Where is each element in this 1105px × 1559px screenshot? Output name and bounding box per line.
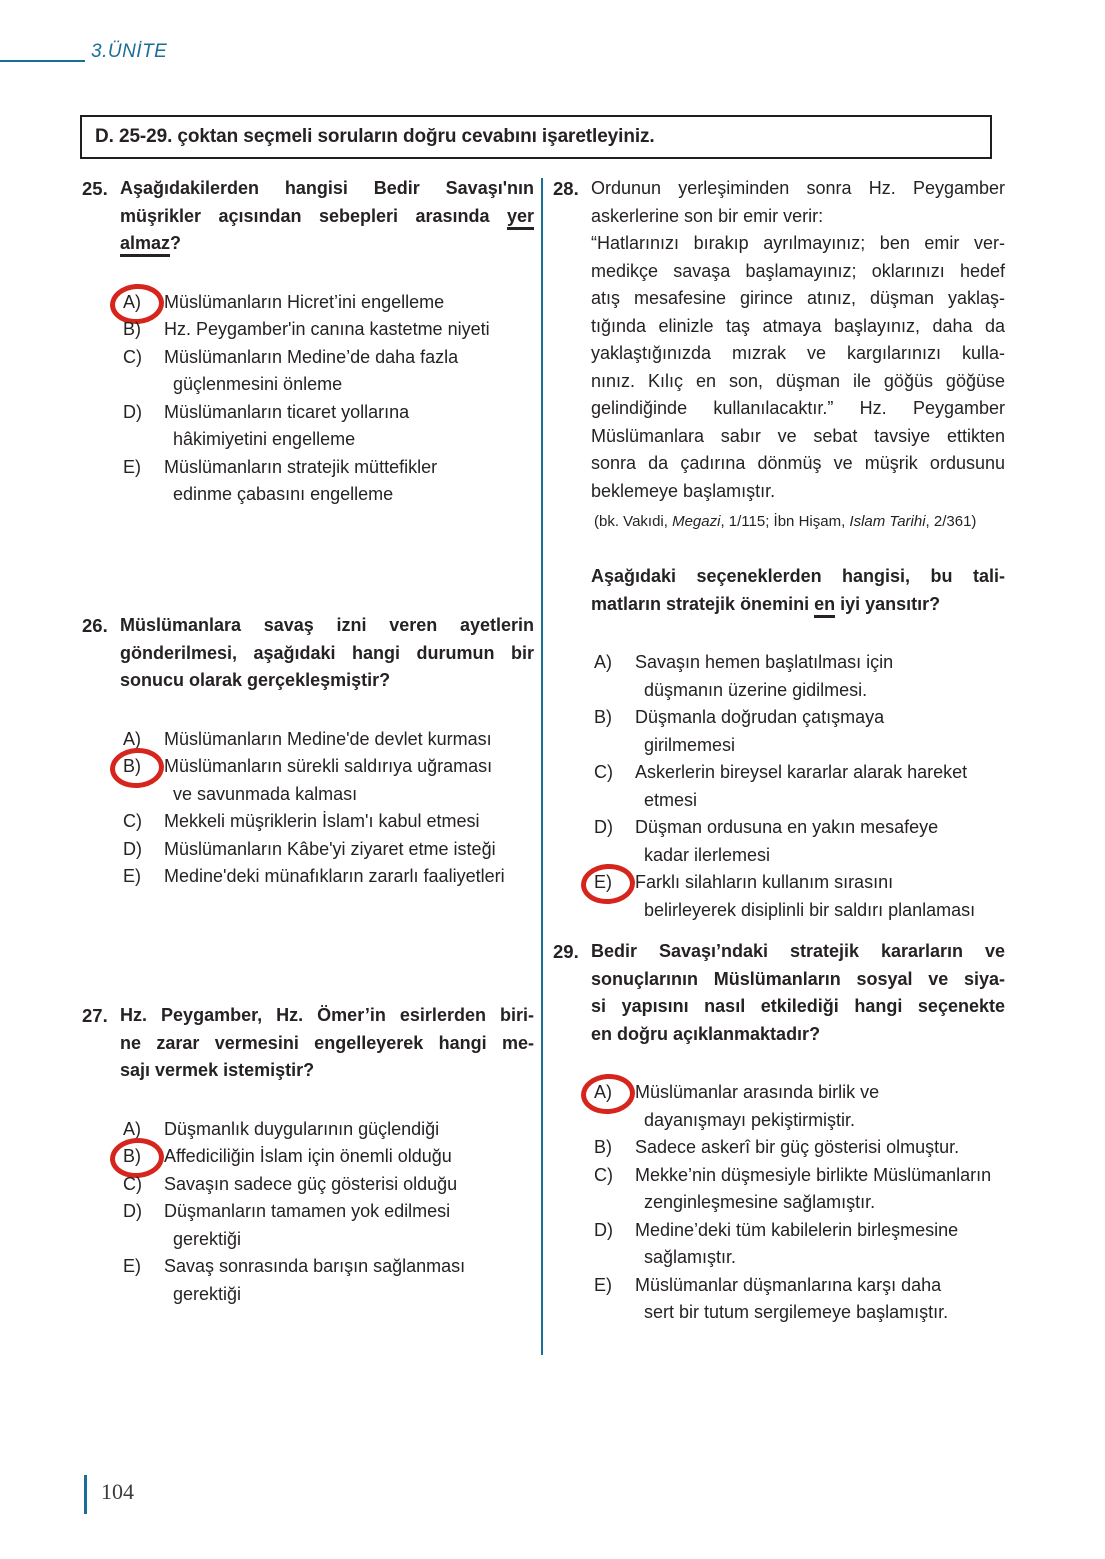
option-letter: B) (123, 319, 141, 339)
question-stem (120, 1002, 534, 1085)
option-letter: A) (123, 728, 141, 749)
text-line: “Hatlarınızı bırakıp ayrılmayınız; ben emir ver- (591, 233, 1005, 253)
column-divider (541, 178, 543, 1355)
option-letter: A) (123, 1118, 141, 1139)
option-text: Savaş sonrasında barışın sağlanması (164, 1256, 466, 1276)
option-letter: C) (123, 811, 142, 831)
option-text: Müslümanların Hicret’ini engelleme (164, 291, 445, 312)
option-28-D (591, 814, 1005, 869)
option-letter: A) (594, 1079, 612, 1107)
option-letter: D) (594, 817, 613, 837)
option-text: Savaşın hemen başlatılması için (635, 652, 894, 672)
text-line: gelindiğinde kullanılacaktır.” Hz. Peygamber (591, 398, 1005, 418)
option-text: Müslümanların ticaret yollarına (164, 401, 410, 422)
option-letter: D) (123, 401, 142, 422)
option-27-E (120, 1253, 534, 1308)
option-28-C (591, 759, 1005, 814)
option-text: gerektiği (173, 1283, 242, 1304)
question-29 (553, 938, 1005, 1327)
text-line: müşrikler açısından sebepleri arasında yer (120, 203, 534, 231)
page-number-bar (84, 1475, 87, 1514)
option-26-A (120, 726, 534, 754)
text-line: matların stratejik önemini en iyi yansıtır? (591, 591, 1005, 619)
text-line: sonuçlarının Müslümanların sosyal ve siya- (591, 968, 1005, 989)
option-letter: E) (594, 869, 612, 897)
option-text: sağlamıştır. (644, 1247, 737, 1267)
option-26-D (120, 836, 534, 864)
option-text: gerektiği (173, 1228, 242, 1249)
option-letter: C) (594, 762, 613, 782)
question-number: 26. (82, 615, 108, 636)
page-number: 104 (101, 1479, 134, 1504)
option-text: Medine'deki münafıkların zararlı faaliyetleri (164, 866, 505, 886)
text-line: Hz. Peygamber, Hz. Ömer’in esirlerden biri- (120, 1005, 534, 1025)
options-list (120, 289, 534, 509)
option-25-D (120, 399, 534, 454)
text-line: si yapısını nasıl etkilediği hangi seçenekte (591, 996, 1005, 1016)
option-25-C (120, 344, 534, 399)
option-text: Düşmanların tamamen yok edilmesi (164, 1201, 451, 1221)
question-body (120, 1002, 534, 1308)
option-letter: B) (123, 1143, 141, 1171)
source-citation: (bk. Vakıdi, Megazi, 1/115; İbn Hişam, Islam Tarihi, 2/361) (594, 513, 977, 530)
option-text: etmesi (644, 789, 698, 810)
question-number: 28. (553, 178, 579, 199)
text-line: askerlerine son bir emir verir: (591, 205, 824, 226)
option-text: belirleyerek disiplinli bir saldırı planlaması (644, 899, 976, 920)
answer-circle (580, 862, 637, 906)
question-body (591, 175, 1005, 924)
option-text: Farklı silahların kullanım sırasını (635, 872, 894, 892)
question-body (120, 612, 534, 891)
option-text: Müslümanlar düşmanlarına karşı daha (635, 1274, 942, 1295)
option-letter: B) (594, 1137, 612, 1157)
question-number: 29. (553, 941, 579, 962)
question-body (591, 938, 1005, 1327)
option-text: Düşmanlık duygularının güçlendiği (164, 1118, 440, 1139)
option-29-B (591, 1134, 1005, 1162)
text-line: sajı vermek istemiştir? (120, 1060, 315, 1080)
question-stem (591, 938, 1005, 1048)
question-28 (553, 175, 1005, 924)
option-27-D (120, 1198, 534, 1253)
option-text: sert bir tutum sergilemeye başlamıştır. (644, 1302, 949, 1322)
option-26-E (120, 863, 534, 891)
option-28-E (591, 869, 1005, 924)
option-text: Sadece askerî bir güç gösterisi olmuştur. (635, 1137, 960, 1157)
text-line: ne zarar vermesini engelleyerek hangi me- (120, 1032, 534, 1053)
options-list (120, 1116, 534, 1309)
option-text: dayanışmayı pekiştirmiştir. (644, 1109, 856, 1130)
option-text: hâkimiyetini engelleme (173, 429, 356, 449)
question-26 (82, 612, 534, 891)
option-letter: E) (123, 866, 141, 886)
option-text: zenginleşmesine sağlamıştır. (644, 1192, 876, 1212)
option-letter: E) (123, 456, 141, 477)
option-letter: A) (594, 652, 612, 672)
option-letter: D) (594, 1219, 613, 1240)
option-letter: C) (123, 346, 142, 367)
question-stem (591, 563, 1005, 618)
text-line: medikçe savaşa başlamayınız; oklarınızı hedef (591, 260, 1005, 281)
text-line: yaklaştığınızda mızrak ve kargılarınızı kulla- (591, 343, 1005, 363)
option-text: Mekkeli müşriklerin İslam'ı kabul etmesi (164, 811, 480, 831)
option-letter: B) (594, 707, 612, 727)
option-27-A (120, 1116, 534, 1144)
options-list (120, 726, 534, 891)
option-26-C (120, 808, 534, 836)
question-number: 27. (82, 1005, 108, 1026)
text-line: beklemeye başlamıştır. (591, 480, 776, 501)
text-line: nınız. Kılıç en son, düşman ile göğüs göğüse (591, 370, 1005, 391)
unit-label: 3.ÜNİTE (91, 41, 168, 62)
option-text: edinme çabasını engelleme (173, 484, 394, 504)
text-line: tığında elinizle taş atmaya başlayınız, daha da (591, 315, 1005, 336)
option-text: Müslümanların stratejik müttefikler (164, 456, 438, 477)
question-passage (591, 175, 1005, 505)
text-line: sonra da çadırına dönmüş ve müşrik ordusunu (591, 453, 1005, 473)
question-stem (120, 175, 534, 258)
question-27 (82, 1002, 534, 1308)
section-header-box (80, 115, 992, 159)
text-line: Aşağıdaki seçeneklerden hangisi, bu tali- (591, 566, 1005, 586)
option-letter: D) (123, 838, 142, 859)
section-header-text: D. 25-29. çoktan seçmeli soruların doğru cevabını işaretleyiniz. (95, 126, 655, 147)
option-25-E (120, 454, 534, 509)
option-text: Affediciliğin İslam için önemli olduğu (164, 1146, 452, 1166)
text-line: Müslümanlara savaş izni veren ayetlerin (120, 615, 534, 635)
text-line: sonucu olarak gerçekleşmiştir? (120, 670, 391, 690)
options-list (591, 649, 1005, 924)
option-29-E (591, 1272, 1005, 1327)
option-text: Müslümanların Medine'de devlet kurması (164, 728, 492, 749)
option-letter: A) (123, 289, 141, 317)
text-line: gönderilmesi, aşağıdaki hangi durumun bir (120, 642, 534, 663)
option-text: kadar ilerlemesi (644, 844, 771, 865)
options-list (591, 1079, 1005, 1327)
option-text: Medine’deki tüm kabilelerin birleşmesine (635, 1219, 959, 1240)
text-line: Bedir Savaşı’ndaki stratejik kararların ve (591, 941, 1005, 961)
text-line: Aşağıdakilerden hangisi Bedir Savaşı'nın (120, 178, 534, 198)
option-text: Askerlerin bireysel kararlar alarak hareket (635, 762, 968, 782)
option-29-D (591, 1217, 1005, 1272)
option-text: Müslümanların Medine’de daha fazla (164, 346, 459, 367)
option-text: güçlenmesini önleme (173, 374, 343, 394)
option-text: Müslümanların sürekli saldırıya uğraması (164, 756, 493, 776)
text-line: en doğru açıklanmaktadır? (591, 1023, 821, 1044)
option-27-C (120, 1171, 534, 1199)
option-25-B (120, 316, 534, 344)
question-25 (82, 175, 534, 509)
option-29-C (591, 1162, 1005, 1217)
option-text: Hz. Peygamber'in canına kastetme niyeti (164, 319, 490, 339)
answer-circle (109, 746, 166, 790)
option-letter: E) (594, 1274, 612, 1295)
option-28-A (591, 649, 1005, 704)
option-letter: C) (594, 1164, 613, 1185)
text-line: atış mesafesine girince atınız, düşman yaklaş- (591, 288, 1005, 308)
option-text: Müslümanlar arasında birlik ve (635, 1082, 880, 1102)
option-text: Savaşın sadece güç gösterisi olduğu (164, 1173, 458, 1194)
answer-circle (580, 1072, 637, 1116)
option-26-B (120, 753, 534, 808)
option-text: Düşmanla doğrudan çatışmaya (635, 707, 885, 727)
text-line: almaz? (120, 230, 534, 258)
option-27-B (120, 1143, 534, 1171)
option-letter: D) (123, 1201, 142, 1221)
option-29-A (591, 1079, 1005, 1134)
option-text: Düşman ordusuna en yakın mesafeye (635, 817, 939, 837)
option-25-A (120, 289, 534, 317)
option-28-B (591, 704, 1005, 759)
option-text: girilmemesi (644, 734, 736, 755)
option-text: Mekke’nin düşmesiyle birlikte Müslümanların (635, 1164, 992, 1185)
option-letter: B) (123, 753, 141, 781)
question-number: 25. (82, 178, 108, 199)
text-line: Ordunun yerleşiminden sonra Hz. Peygamber (591, 178, 1005, 198)
option-text: Müslümanların Kâbe'yi ziyaret etme isteği (164, 838, 496, 859)
unit-header-rule (0, 60, 85, 62)
option-text: düşmanın üzerine gidilmesi. (644, 679, 868, 700)
question-stem (120, 612, 534, 695)
question-body (120, 175, 534, 509)
option-text: ve savunmada kalması (173, 783, 358, 804)
option-letter: C) (123, 1173, 142, 1194)
option-letter: E) (123, 1256, 141, 1276)
text-line: Müslümanlara sabır ve sebat tavsiye ettikten (591, 425, 1005, 446)
